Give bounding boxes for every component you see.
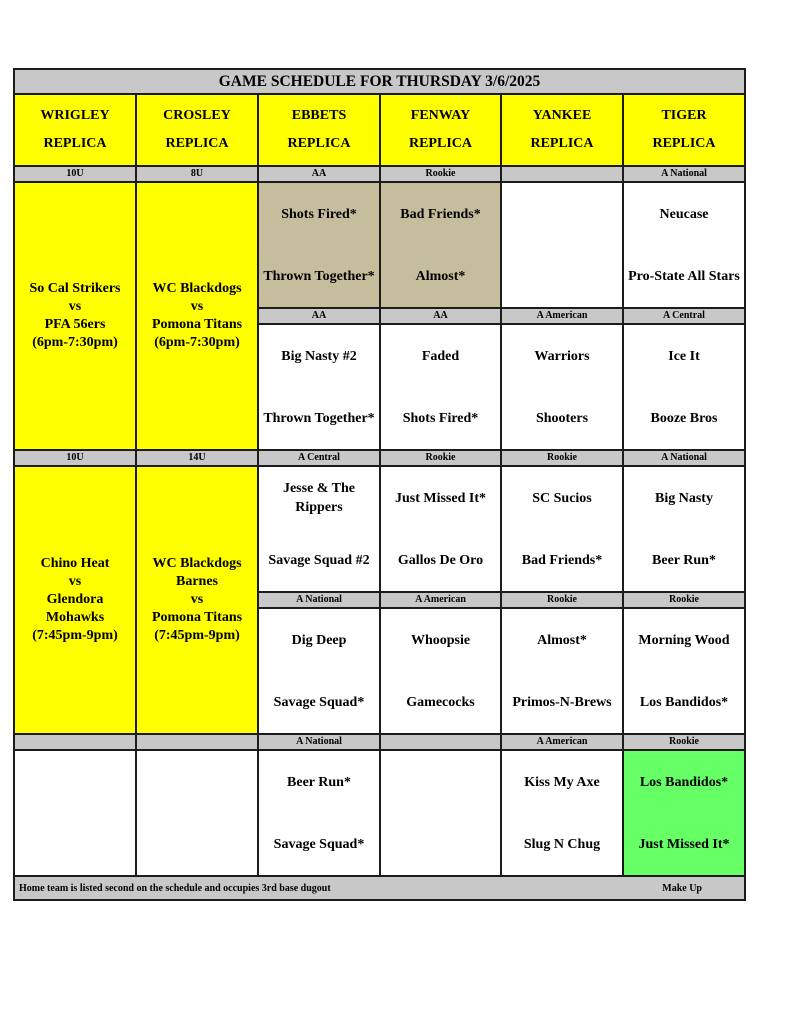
game-cell bbox=[501, 182, 623, 308]
long-game-cell: WC Blackdogs Barnes vs Pomona Titans (7:45pm-9pm) bbox=[136, 466, 258, 734]
game-cell: Faded Shots Fired* bbox=[380, 324, 501, 450]
game-cell: Big Nasty Beer Run* bbox=[623, 466, 745, 592]
division-label: A National bbox=[623, 450, 745, 466]
game-row bbox=[14, 750, 745, 876]
long-game-cell: WC Blackdogs vs Pomona Titans (6pm-7:30pm) bbox=[136, 182, 258, 450]
field-header: WRIGLEY REPLICA bbox=[14, 94, 136, 166]
division-label: A American bbox=[380, 592, 501, 608]
makeup-game-cell: Los Bandidos* Just Missed It* bbox=[623, 750, 745, 876]
division-label: Rookie bbox=[623, 592, 745, 608]
field-header: EBBETS REPLICA bbox=[258, 94, 380, 166]
schedule-table bbox=[13, 68, 746, 901]
division-label: A National bbox=[258, 592, 380, 608]
division-label: Rookie bbox=[501, 450, 623, 466]
field-header-row bbox=[14, 94, 745, 166]
division-label: 10U bbox=[14, 166, 136, 182]
game-cell: Just Missed It* Gallos De Oro bbox=[380, 466, 501, 592]
division-label: 14U bbox=[136, 450, 258, 466]
division-label: Rookie bbox=[380, 450, 501, 466]
game-cell: Warriors Shooters bbox=[501, 324, 623, 450]
division-label bbox=[501, 166, 623, 182]
game-cell bbox=[136, 750, 258, 876]
division-label: 10U bbox=[14, 450, 136, 466]
division-label: Rookie bbox=[623, 734, 745, 750]
makeup-label: Make Up bbox=[662, 882, 702, 894]
division-label: 8U bbox=[136, 166, 258, 182]
division-row bbox=[14, 166, 745, 182]
game-cell: Beer Run* Savage Squad* bbox=[258, 750, 380, 876]
field-header: CROSLEY REPLICA bbox=[136, 94, 258, 166]
game-row bbox=[14, 182, 745, 308]
division-label: A Central bbox=[623, 308, 745, 324]
game-cell: Neucase Pro-State All Stars bbox=[623, 182, 745, 308]
game-cell: Kiss My Axe Slug N Chug bbox=[501, 750, 623, 876]
field-header: YANKEE REPLICA bbox=[501, 94, 623, 166]
division-label bbox=[136, 734, 258, 750]
division-label: AA bbox=[258, 166, 380, 182]
division-row bbox=[14, 734, 745, 750]
game-cell: Bad Friends* Almost* bbox=[380, 182, 501, 308]
schedule-title: GAME SCHEDULE FOR THURSDAY 3/6/2025 bbox=[14, 69, 745, 94]
division-label: Rookie bbox=[501, 592, 623, 608]
division-label bbox=[380, 734, 501, 750]
field-header: FENWAY REPLICA bbox=[380, 94, 501, 166]
game-cell: Morning Wood Los Bandidos* bbox=[623, 608, 745, 734]
home-team-note: Home team is listed second on the schedule and occupies 3rd base dugout bbox=[19, 882, 331, 894]
field-header: TIGER REPLICA bbox=[623, 94, 745, 166]
game-cell: SC Sucios Bad Friends* bbox=[501, 466, 623, 592]
division-label: AA bbox=[258, 308, 380, 324]
division-label: A National bbox=[258, 734, 380, 750]
division-label: A National bbox=[623, 166, 745, 182]
division-label bbox=[14, 734, 136, 750]
division-label: AA bbox=[380, 308, 501, 324]
game-cell bbox=[14, 750, 136, 876]
game-cell: Almost* Primos-N-Brews bbox=[501, 608, 623, 734]
division-label: Rookie bbox=[380, 166, 501, 182]
game-cell: Dig Deep Savage Squad* bbox=[258, 608, 380, 734]
game-cell: Whoopsie Gamecocks bbox=[380, 608, 501, 734]
game-cell bbox=[380, 750, 501, 876]
division-label: A American bbox=[501, 308, 623, 324]
division-row bbox=[14, 450, 745, 466]
game-cell: Shots Fired* Thrown Together* bbox=[258, 182, 380, 308]
game-cell: Ice It Booze Bros bbox=[623, 324, 745, 450]
long-game-cell: So Cal Strikers vs PFA 56ers (6pm-7:30pm) bbox=[14, 182, 136, 450]
game-row bbox=[14, 466, 745, 592]
game-cell: Jesse & The Rippers Savage Squad #2 bbox=[258, 466, 380, 592]
division-label: A American bbox=[501, 734, 623, 750]
division-label: A Central bbox=[258, 450, 380, 466]
footer-bar bbox=[14, 876, 745, 900]
game-cell: Big Nasty #2 Thrown Together* bbox=[258, 324, 380, 450]
long-game-cell: Chino Heat vs Glendora Mohawks (7:45pm-9pm) bbox=[14, 466, 136, 734]
